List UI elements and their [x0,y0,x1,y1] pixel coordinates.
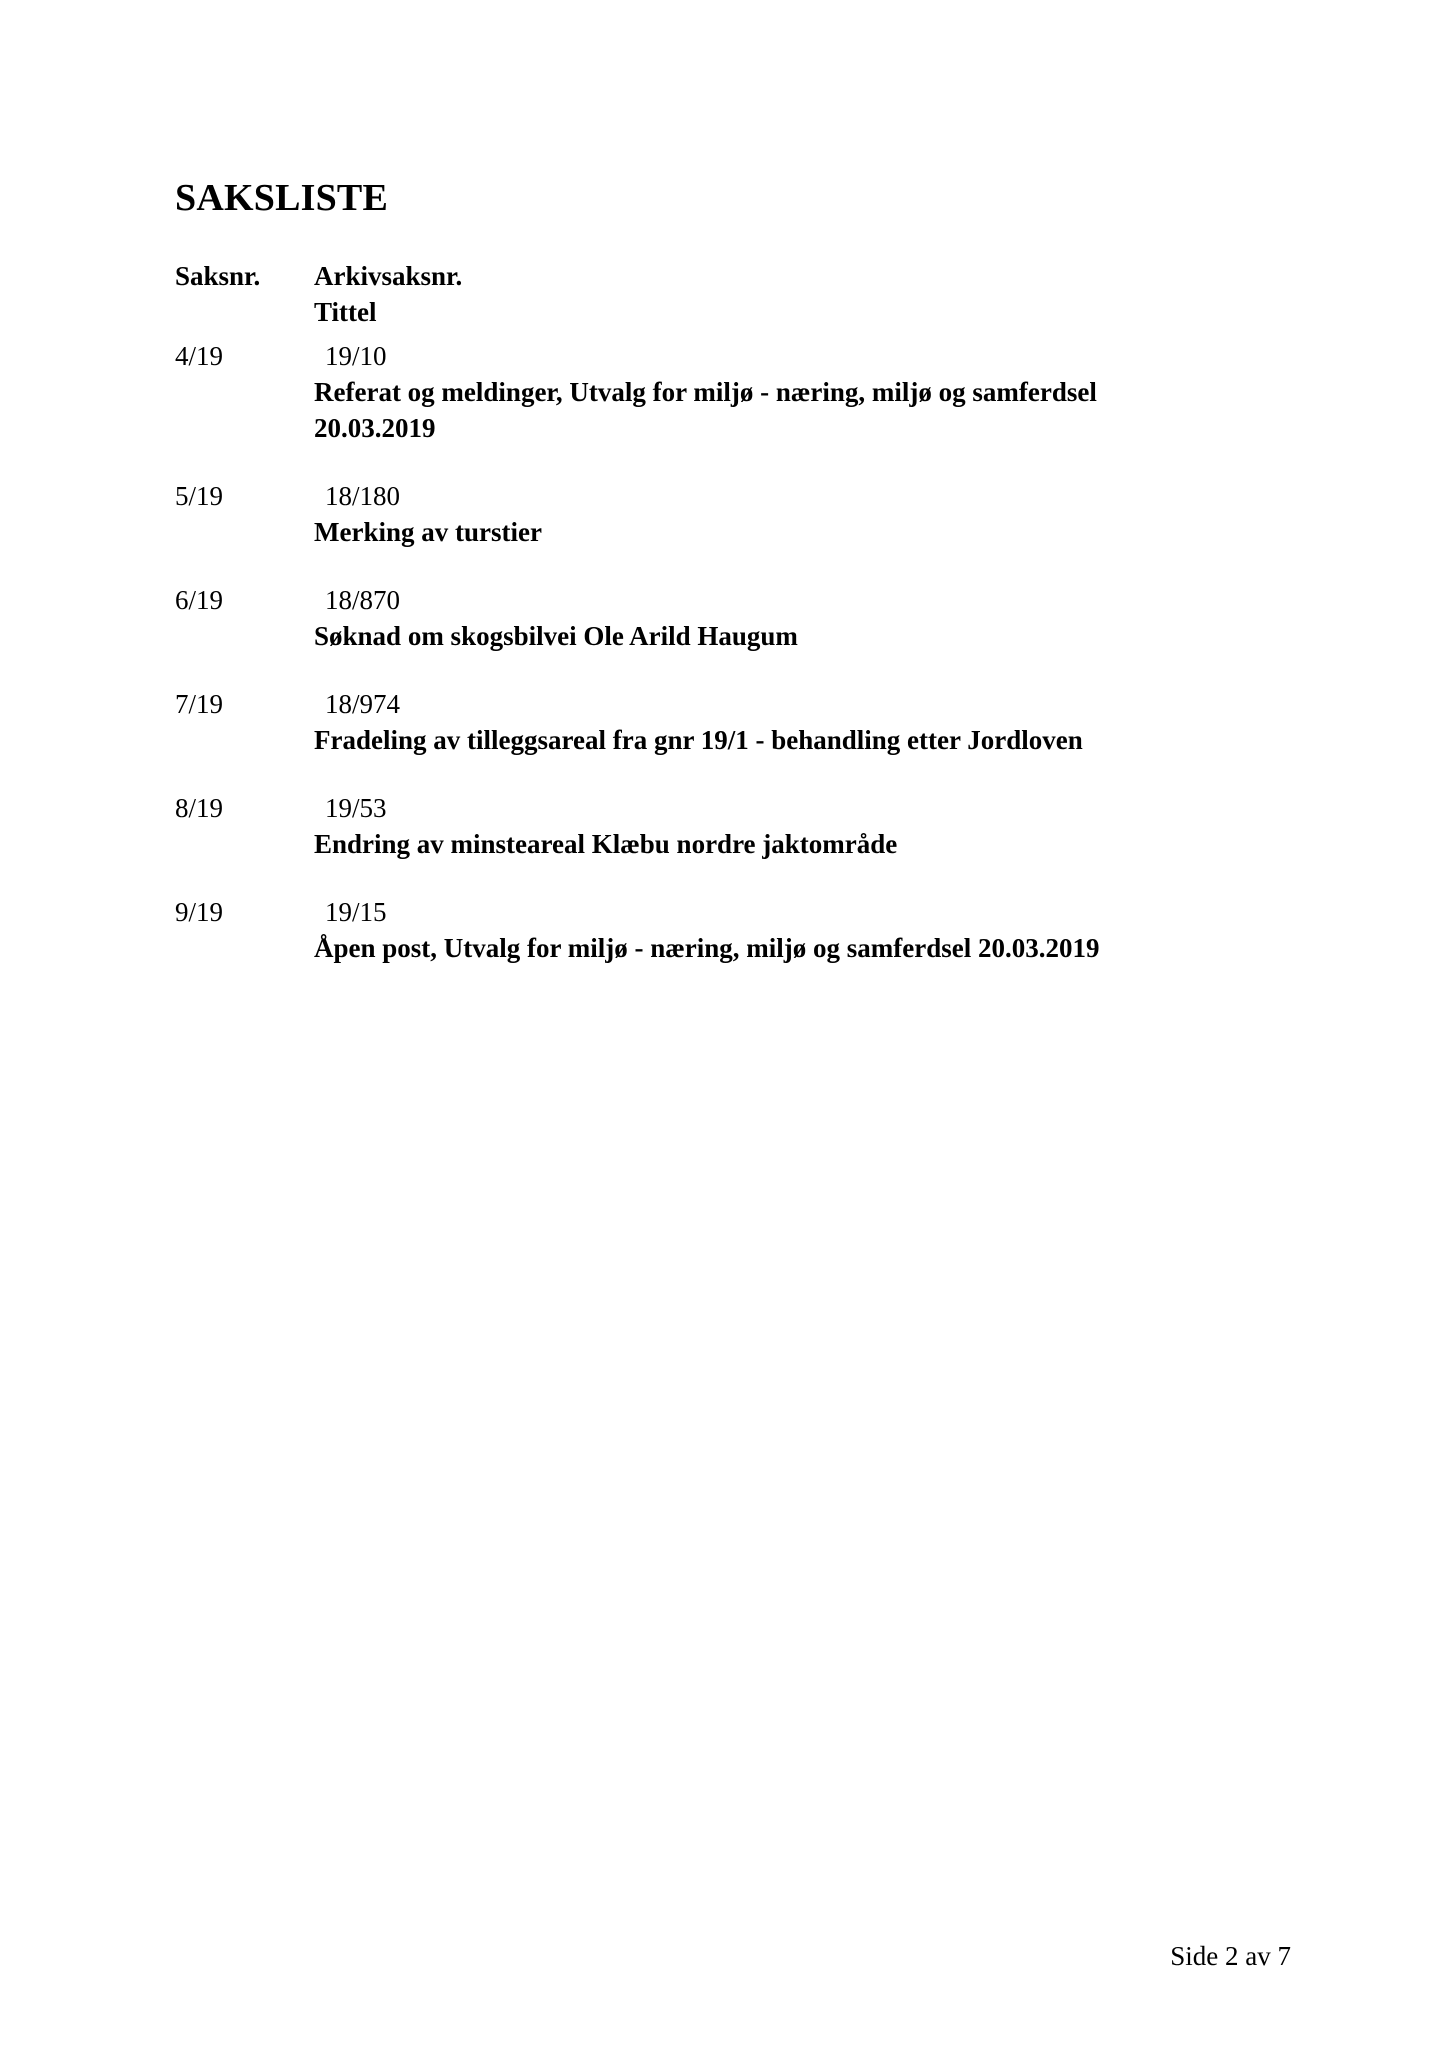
case-arkivsaksnr: 18/870 [325,585,401,615]
case-saksnr: 5/19 [175,481,224,511]
case-item [0,686,1448,758]
page-title: SAKSLISTE [175,177,389,219]
case-arkivsaksnr: 18/180 [325,481,401,511]
case-arkivsaksnr: 19/10 [325,341,387,371]
column-header-saksnr: Saksnr. [175,261,261,291]
case-saksnr: 7/19 [175,689,224,719]
case-saksnr: 4/19 [175,341,224,371]
case-item [0,338,1448,446]
column-header-arkivsaksnr: Arkivsaksnr. [314,261,463,291]
case-list [0,338,1448,998]
case-saksnr: 9/19 [175,897,224,927]
case-item [0,894,1448,966]
case-item [0,582,1448,654]
case-tittel: Merking av turstier [314,517,542,547]
case-item [0,478,1448,550]
case-tittel: Søknad om skogsbilvei Ole Arild Haugum [314,621,798,651]
case-tittel: Endring av minsteareal Klæbu nordre jaktområde [314,829,898,859]
case-arkivsaksnr: 19/53 [325,793,387,823]
case-arkivsaksnr: 18/974 [325,689,401,719]
case-tittel: Fradeling av tilleggsareal fra gnr 19/1 - behandling etter Jordloven [314,725,1083,755]
case-saksnr: 6/19 [175,585,224,615]
column-header-tittel: Tittel [314,297,377,327]
case-arkivsaksnr: 19/15 [325,897,387,927]
page-number-footer: Side 2 av 7 [1170,1941,1291,1971]
case-tittel: Referat og meldinger, Utvalg for miljø - næring, miljø og samferdsel 20.03.2019 [314,377,1097,443]
case-tittel: Åpen post, Utvalg for miljø - næring, miljø og samferdsel 20.03.2019 [314,933,1100,963]
case-saksnr: 8/19 [175,793,224,823]
case-item [0,790,1448,862]
column-header-arkivsaksnr-tittel [314,258,462,330]
